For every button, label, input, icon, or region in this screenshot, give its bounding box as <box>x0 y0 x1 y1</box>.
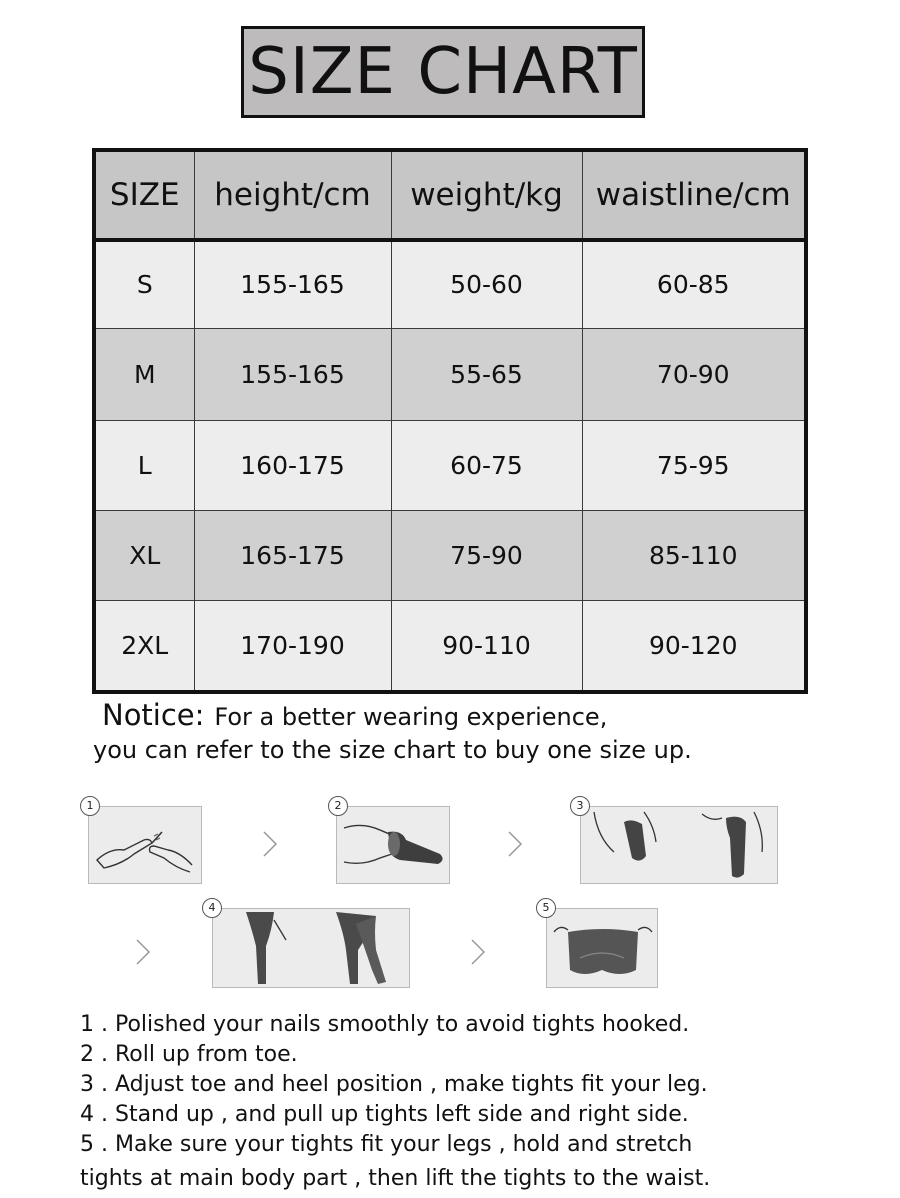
step-2-illustration <box>328 796 450 886</box>
header-weight: weight/kg <box>391 150 582 240</box>
notice-text-1: For a better wearing experience, <box>214 703 608 731</box>
chevron-right-icon <box>507 830 523 858</box>
stretching-tights-waist-icon <box>550 912 656 986</box>
notice-text-2: you can refer to the size chart to buy one size up. <box>93 736 692 764</box>
cell-weight: 60-75 <box>391 420 582 510</box>
instruction-step-3: 3 . Adjust toe and heel position , make tights fit your leg. <box>80 1072 708 1097</box>
notice-label: Notice: <box>102 698 205 732</box>
table-row <box>94 510 806 600</box>
cell-waistline: 60-85 <box>582 240 806 328</box>
step-number-badge: 4 <box>202 898 222 918</box>
cell-waistline: 85-110 <box>582 510 806 600</box>
cell-weight: 50-60 <box>391 240 582 328</box>
cell-size: XL <box>94 510 194 600</box>
notice-line-1 <box>102 698 607 732</box>
hands-polishing-nails-icon <box>92 810 198 880</box>
chevron-right-icon <box>470 938 486 966</box>
instruction-step-4: 4 . Stand up , and pull up tights left side and right side. <box>80 1102 689 1127</box>
page-title: SIZE CHART <box>248 35 638 109</box>
table-row <box>94 600 806 692</box>
step-number-badge: 2 <box>328 796 348 816</box>
cell-height: 160-175 <box>194 420 391 510</box>
cell-waistline: 70-90 <box>582 328 806 420</box>
chevron-right-icon <box>135 938 151 966</box>
adjusting-toe-heel-icon <box>584 808 776 882</box>
table-row <box>94 328 806 420</box>
size-chart-title-box <box>241 26 645 118</box>
cell-waistline: 75-95 <box>582 420 806 510</box>
header-waistline: waistline/cm <box>582 150 806 240</box>
cell-waistline: 90-120 <box>582 600 806 692</box>
cell-size: 2XL <box>94 600 194 692</box>
pulling-up-tights-icon <box>216 910 408 986</box>
cell-size: M <box>94 328 194 420</box>
cell-size: S <box>94 240 194 328</box>
step-4-illustration <box>202 898 412 990</box>
cell-weight: 90-110 <box>391 600 582 692</box>
cell-height: 155-165 <box>194 328 391 420</box>
table-header-row <box>94 150 806 240</box>
cell-height: 170-190 <box>194 600 391 692</box>
cell-size: L <box>94 420 194 510</box>
instruction-step-5: 5 . Make sure your tights fit your legs , hold and stretch <box>80 1132 693 1157</box>
cell-weight: 55-65 <box>391 328 582 420</box>
step-number-badge: 5 <box>536 898 556 918</box>
step-5-illustration <box>536 898 660 990</box>
size-table <box>92 148 808 694</box>
step-1-illustration <box>80 796 202 886</box>
header-size: SIZE <box>94 150 194 240</box>
step-3-illustration <box>570 796 782 886</box>
step-number-badge: 1 <box>80 796 100 816</box>
table-row <box>94 420 806 510</box>
hands-rolling-tights-icon <box>340 810 446 880</box>
instruction-step-1: 1 . Polished your nails smoothly to avoid tights hooked. <box>80 1012 690 1037</box>
cell-weight: 75-90 <box>391 510 582 600</box>
step-number-badge: 3 <box>570 796 590 816</box>
cell-height: 165-175 <box>194 510 391 600</box>
instruction-step-5-continued: tights at main body part , then lift the tights to the waist. <box>80 1166 711 1191</box>
cell-height: 155-165 <box>194 240 391 328</box>
instruction-step-2: 2 . Roll up from toe. <box>80 1042 298 1067</box>
header-height: height/cm <box>194 150 391 240</box>
table-row <box>94 240 806 328</box>
chevron-right-icon <box>262 830 278 858</box>
